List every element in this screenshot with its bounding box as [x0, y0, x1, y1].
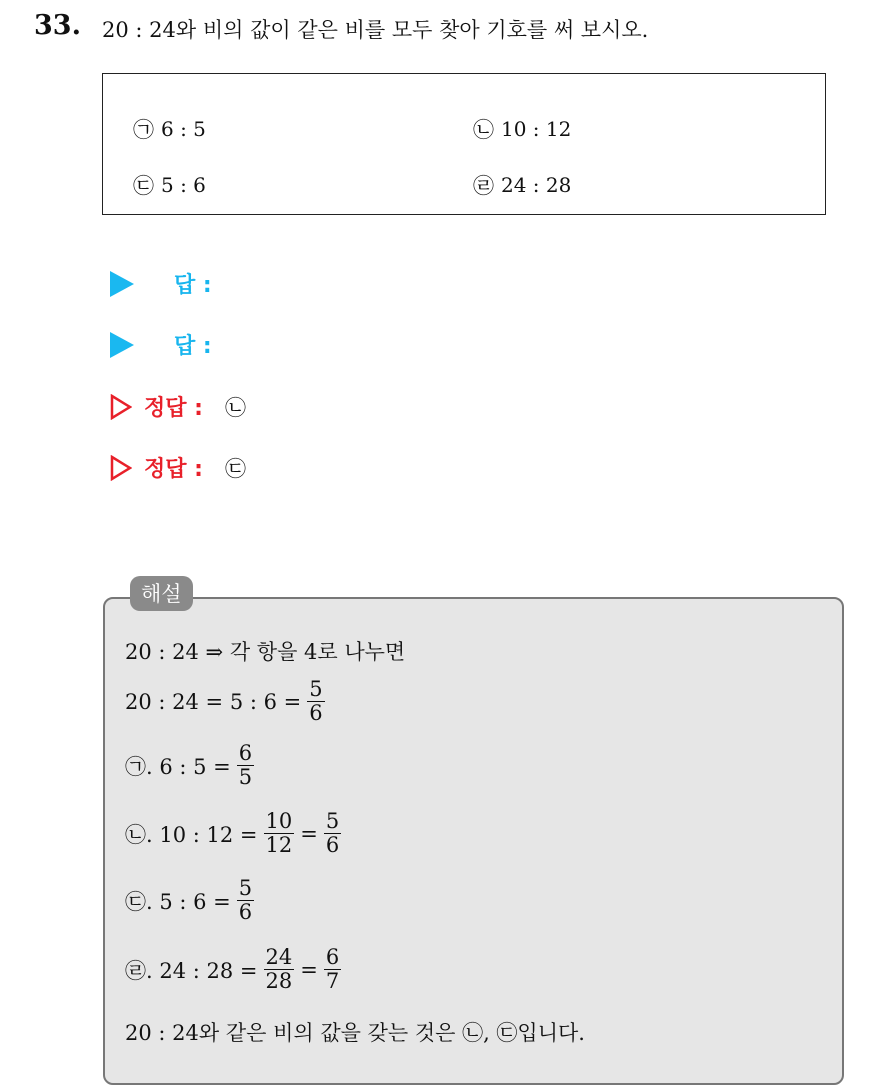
- choice-marker: ㉢: [133, 174, 154, 198]
- explanation-line: [125, 742, 260, 789]
- choices-box: [102, 73, 826, 215]
- numerator: 5: [325, 809, 340, 833]
- numerator: 24: [265, 945, 293, 969]
- choice-marker: ㉡: [473, 118, 494, 142]
- correct-answer-value: ㉡: [224, 395, 246, 420]
- fraction: [237, 877, 254, 924]
- fraction: [324, 946, 341, 993]
- explanation-line: [125, 636, 405, 666]
- equation-lhs: ㉠. 6 : 5 =: [125, 754, 231, 779]
- answer-label: 답 :: [174, 334, 212, 359]
- denominator: 6: [238, 900, 253, 925]
- play-outline-icon: [110, 455, 132, 481]
- choice-item: [133, 114, 206, 144]
- explanation-line: [125, 1017, 585, 1047]
- correct-answer-label: 정답 :: [144, 457, 203, 482]
- choice-text: 24 : 28: [501, 173, 572, 197]
- choice-item: [473, 114, 571, 144]
- explanation-line: [125, 678, 331, 725]
- fraction: [307, 678, 324, 725]
- answer-blank-row: [110, 268, 212, 299]
- correct-answer-row: [110, 452, 246, 483]
- denominator: 7: [325, 969, 340, 994]
- numerator: 5: [309, 677, 323, 701]
- equation-lhs: ㉢. 5 : 6 =: [125, 889, 231, 914]
- fraction: [264, 946, 295, 993]
- equals-sign: =: [300, 957, 318, 982]
- equation-lhs: ㉡. 10 : 12 =: [125, 822, 258, 847]
- explanation-line: [125, 946, 347, 993]
- correct-answer-row: [110, 391, 246, 422]
- answer-label: 답 :: [174, 273, 212, 298]
- play-outline-icon: [110, 394, 132, 420]
- numerator: 6: [238, 741, 253, 765]
- fraction: [264, 810, 295, 857]
- play-icon: [110, 271, 134, 297]
- explanation-text: 20 : 24 ⇒ 각 항을 4로 나누면: [125, 640, 406, 664]
- choice-text: 10 : 12: [501, 117, 572, 141]
- correct-answer-value: ㉢: [224, 456, 246, 481]
- answer-blank-row: [110, 329, 212, 360]
- denominator: 28: [265, 969, 293, 994]
- numerator: 6: [325, 945, 340, 969]
- choice-text: 6 : 5: [161, 117, 206, 141]
- choice-text: 5 : 6: [161, 173, 206, 197]
- question-number: 33.: [34, 10, 81, 41]
- numerator: 10: [265, 809, 293, 833]
- explanation-line: [125, 877, 260, 924]
- equation-lhs: ㉣. 24 : 28 =: [125, 958, 258, 983]
- equals-sign: =: [300, 821, 318, 846]
- choice-marker: ㉣: [473, 174, 494, 198]
- explanation-conclusion: 20 : 24와 같은 비의 값을 갖는 것은 ㉡, ㉢입니다.: [125, 1021, 585, 1045]
- denominator: 6: [325, 833, 340, 858]
- explanation-tag: 해설: [130, 576, 193, 611]
- choice-item: [133, 170, 206, 200]
- play-icon: [110, 332, 134, 358]
- choice-marker: ㉠: [133, 118, 154, 142]
- fraction: [237, 742, 254, 789]
- fraction: [324, 810, 341, 857]
- denominator: 12: [265, 833, 293, 858]
- question-text: 20 : 24와 비의 값이 같은 비를 모두 찾아 기호를 써 보시오.: [102, 18, 649, 42]
- numerator: 5: [238, 876, 253, 900]
- equation-lhs: 20 : 24 = 5 : 6 =: [125, 689, 302, 714]
- denominator: 5: [238, 765, 253, 790]
- explanation-line: [125, 810, 347, 857]
- choice-item: [473, 170, 571, 200]
- denominator: 6: [309, 701, 323, 726]
- correct-answer-label: 정답 :: [144, 396, 203, 421]
